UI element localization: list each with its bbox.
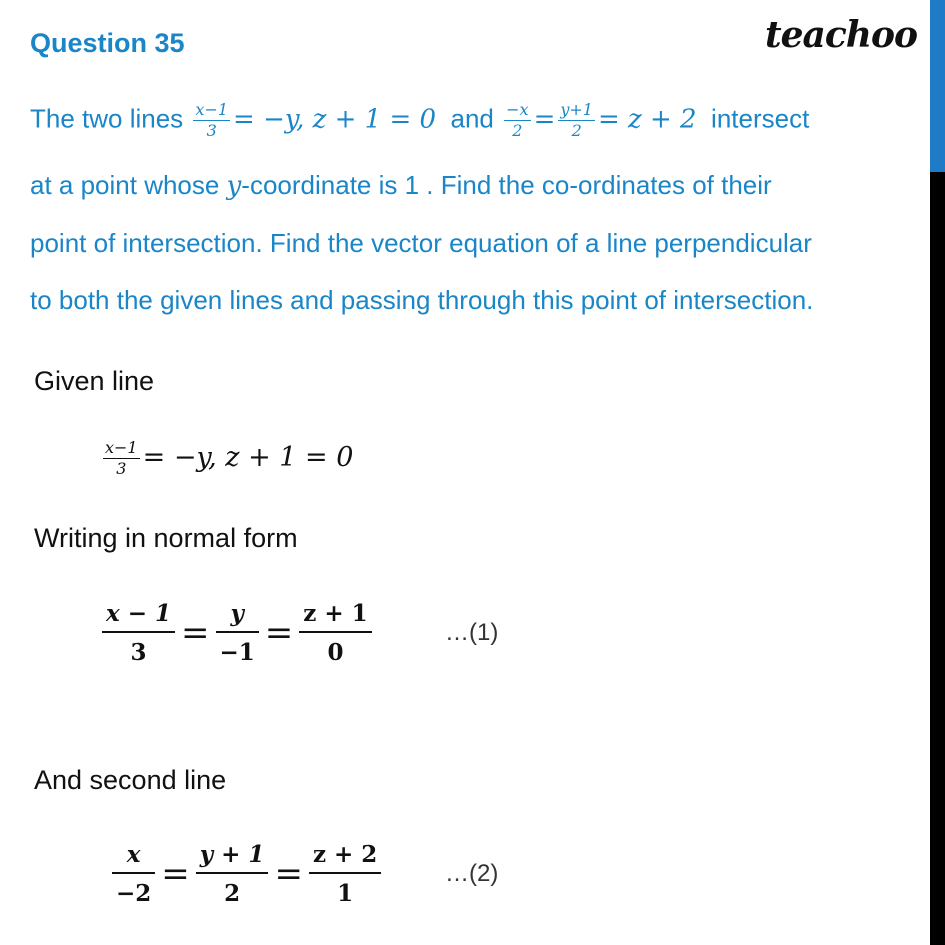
eq2-fraction-y: $\frac{y + 1}{2}$ [196,843,269,905]
eq2-fraction-z: $\frac{z + 2}{1}$ [309,843,381,905]
equation-1-ref: …(1) [445,619,499,646]
question-text: The two lines [30,103,184,134]
equation-2-ref: …(2) [445,860,499,887]
eq1-fraction-y: $\frac{y}{-1}$ [216,602,259,664]
question-line-3: point of intersection. Find the vector equation of a line perpendicular [30,228,812,258]
eq2-fraction-x: $\frac{x}{-2}$ [112,843,155,905]
teachoo-logo[interactable]: teachoo [765,14,917,56]
question-line-1: The two lines $\frac{x-1}{3}$ = −y, z + 1 = 0 and $\frac{-x}{2}$ = $\frac{y+1}{2}$ = z + 2 intersect [30,100,810,140]
fraction: $\frac{-x}{2}$ [506,100,529,140]
question-text: and [450,103,494,134]
eq1-fraction-z: $\frac{z + 1}{0}$ [299,602,371,664]
fraction: $\frac{x-1}{3}$ [195,100,229,140]
equation-part: = −y, z + 1 = 0 [233,104,437,135]
question-line-2: at a point whose y-coordinate is 1 . Find the co-ordinates of their [30,170,772,201]
fraction: $\frac{y+1}{2}$ [560,100,593,140]
equation-1: $\frac{x - 1}{3}$ = $\frac{y}{-1}$ = $\frac{z + 1}{0}$ [96,602,378,664]
right-sidebar [930,0,945,945]
given-line-equation: $\frac{x-1}{3}$ = −y, z + 1 = 0 [105,438,354,478]
equation-2: $\frac{x}{-2}$ = $\frac{y + 1}{2}$ = $\frac{z + 2}{1}$ [106,843,387,905]
second-line-label: And second line [34,765,227,795]
question-line-4: to both the given lines and passing through this point of intersection. [30,285,814,315]
question-title: Question 35 [30,28,185,58]
sidebar-accent [930,0,945,172]
question-text: intersect [711,103,810,134]
given-line-label: Given line [34,366,155,396]
normal-form-label: Writing in normal form [34,523,298,553]
eq1-fraction-x: $\frac{x - 1}{3}$ [102,602,175,664]
equation-part: = z + 2 [597,104,697,135]
